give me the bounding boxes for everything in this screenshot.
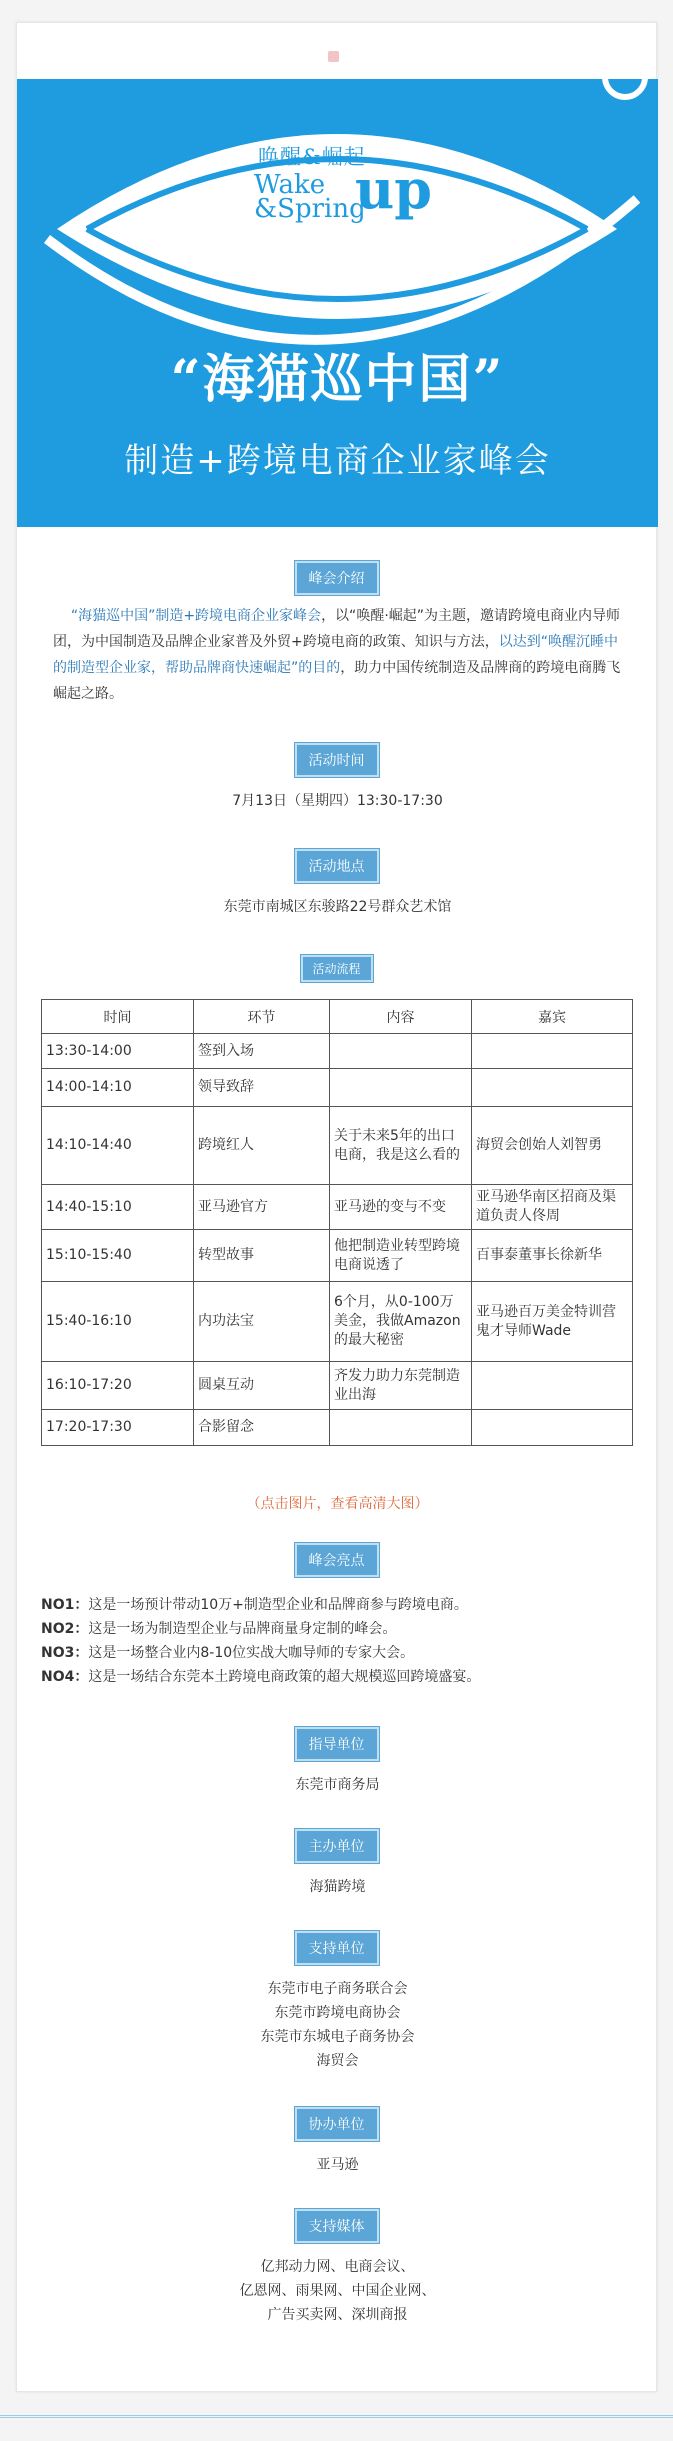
logo-en [254, 170, 366, 224]
highlight-text: 这是一场为制造型企业与品牌商量身定制的峰会。 [88, 1621, 397, 1637]
section-badge-flow: 活动流程 [300, 955, 372, 982]
table-row [42, 1282, 633, 1362]
list-item: 东莞市跨境电商协会 [274, 2005, 401, 2021]
logo-en-line2: &Spring [254, 194, 366, 224]
schedule-cell: 14:00-14:10 [42, 1069, 194, 1107]
highlight-text: 这是一场结合东莞本土跨境电商政策的超大规模巡回跨境盛宴。 [88, 1669, 481, 1685]
top-dot-icon [328, 51, 339, 62]
schedule-cell [330, 1069, 472, 1107]
highlight-text: 这是一场整合业内8-10位实战大咖导师的专家大会。 [88, 1645, 415, 1661]
schedule-cell [472, 1034, 633, 1069]
intro-paragraph [53, 603, 628, 707]
schedule-cell: 签到入场 [194, 1034, 330, 1069]
schedule-cell: 齐发力助力东莞制造业出海 [330, 1362, 472, 1410]
list-item: 广告买卖网、深圳商报 [267, 2307, 408, 2323]
guide-list [17, 1773, 658, 1797]
list-item: 亿恩网、雨果网、中国企业网、 [239, 2283, 436, 2299]
schedule-cell: 14:40-15:10 [42, 1185, 194, 1230]
list-item: 东莞市电子商务联合会 [267, 1981, 408, 1997]
footer-divider [0, 2415, 673, 2418]
hero-banner[interactable] [17, 79, 658, 527]
schedule-header: 时间 [42, 1000, 194, 1034]
highlight-text: 这是一场预计带动10万+制造型企业和品牌商参与跨境电商。 [88, 1597, 468, 1613]
intro-highlight-2: 以达到“唤醒沉睡中的制造型企业家，帮助品牌商快速崛起”的目的 [53, 634, 618, 676]
coorg-list [17, 2153, 658, 2177]
schedule-cell [472, 1362, 633, 1410]
logo-cn: 唤醒&崛起 [258, 145, 366, 169]
schedule-cell: 他把制造业转型跨境电商说透了 [330, 1230, 472, 1282]
schedule-cell [330, 1410, 472, 1446]
schedule-cell: 14:10-14:40 [42, 1107, 194, 1185]
list-item [41, 1593, 480, 1617]
section-badge-coorg: 协办单位 [295, 2107, 379, 2141]
schedule-cell: 6个月，从0-100万美金，我做Amazon的最大秘密 [330, 1282, 472, 1362]
schedule-cell: 内功法宝 [194, 1282, 330, 1362]
highlight-number: NO1： [41, 1597, 89, 1613]
logo-up: up [355, 157, 433, 221]
schedule-cell: 转型故事 [194, 1230, 330, 1282]
schedule-cell: 合影留念 [194, 1410, 330, 1446]
table-row [42, 1185, 633, 1230]
schedule-header-row [42, 1000, 633, 1034]
table-row [42, 1069, 633, 1107]
schedule-cell: 13:30-14:00 [42, 1034, 194, 1069]
schedule-header: 环节 [194, 1000, 330, 1034]
list-item: 亿邦动力网、电商会议、 [260, 2259, 415, 2275]
table-row [42, 1230, 633, 1282]
hero-subtitle: 制造+跨境电商企业家峰会 [124, 441, 551, 481]
schedule-cell: 亚马逊官方 [194, 1185, 330, 1230]
schedule-cell [330, 1034, 472, 1069]
table-row [42, 1362, 633, 1410]
schedule-cell: 跨境红人 [194, 1107, 330, 1185]
schedule-cell [472, 1069, 633, 1107]
schedule-cell: 15:40-16:10 [42, 1282, 194, 1362]
schedule-cell: 亚马逊的变与不变 [330, 1185, 472, 1230]
section-badge-time: 活动时间 [295, 743, 379, 777]
highlight-number: NO3： [41, 1645, 89, 1661]
host-list [17, 1875, 658, 1899]
schedule-cell: 15:10-15:40 [42, 1230, 194, 1282]
section-badge-highlights: 峰会亮点 [295, 1543, 379, 1577]
intro-text-2: ，助力中国传统制造及品牌商的跨境电商腾飞崛起之路。 [53, 660, 621, 702]
section-badge-place: 活动地点 [295, 849, 379, 883]
hero-title: “海猫巡中国” [170, 349, 505, 410]
schedule-cell: 16:10-17:20 [42, 1362, 194, 1410]
list-item [41, 1617, 480, 1641]
schedule-cell: 17:20-17:30 [42, 1410, 194, 1446]
section-badge-host: 主办单位 [295, 1829, 379, 1863]
view-large-image-link[interactable]: （点击图片，查看高清大图） [246, 1496, 429, 1512]
list-item: 海猫跨境 [309, 1879, 366, 1895]
list-item [41, 1641, 480, 1665]
support-list [17, 1977, 658, 2073]
schedule-table[interactable] [41, 999, 633, 1446]
list-item [41, 1665, 480, 1689]
highlights-list [41, 1593, 480, 1689]
highlight-number: NO2： [41, 1621, 89, 1637]
section-badge-media: 支持媒体 [295, 2209, 379, 2243]
event-place: 东莞市南城区东骏路22号群众艺术馆 [223, 899, 452, 915]
table-row [42, 1107, 633, 1185]
section-badge-support: 支持单位 [295, 1931, 379, 1965]
table-row [42, 1034, 633, 1069]
section-badge-intro: 峰会介绍 [295, 561, 379, 595]
table-row [42, 1410, 633, 1446]
schedule-cell: 关于未来5年的出口电商，我是这么看的 [330, 1107, 472, 1185]
article-card [16, 22, 657, 2392]
schedule-cell [472, 1410, 633, 1446]
list-item: 海贸会 [316, 2053, 359, 2069]
list-item: 亚马逊 [316, 2157, 359, 2173]
list-item: 东莞市东城电子商务协会 [260, 2029, 415, 2045]
schedule-header: 内容 [330, 1000, 472, 1034]
schedule-cell: 百事泰董事长徐新华 [472, 1230, 633, 1282]
highlight-number: NO4： [41, 1669, 89, 1685]
schedule-cell: 领导致辞 [194, 1069, 330, 1107]
list-item: 东莞市商务局 [295, 1777, 380, 1793]
schedule-cell: 亚马逊百万美金特训营鬼才导师Wade [472, 1282, 633, 1362]
intro-highlight-1: “海猫巡中国”制造+跨境电商企业家峰会 [70, 608, 322, 624]
schedule-cell: 圆桌互动 [194, 1362, 330, 1410]
schedule-header: 嘉宾 [472, 1000, 633, 1034]
schedule-cell: 亚马逊华南区招商及渠道负责人佟周 [472, 1185, 633, 1230]
schedule-cell: 海贸会创始人刘智勇 [472, 1107, 633, 1185]
section-badge-guide: 指导单位 [295, 1727, 379, 1761]
media-list [17, 2255, 658, 2327]
logo-en-line1: Wake [254, 170, 326, 200]
event-time: 7月13日（星期四）13:30-17:30 [232, 793, 443, 809]
intro-text-1: ，以“唤醒·崛起”为主题，邀请跨境电商业内导师团，为中国制造及品牌企业家普及外贸+跨境电商的政策、知识与方法， [53, 608, 621, 650]
